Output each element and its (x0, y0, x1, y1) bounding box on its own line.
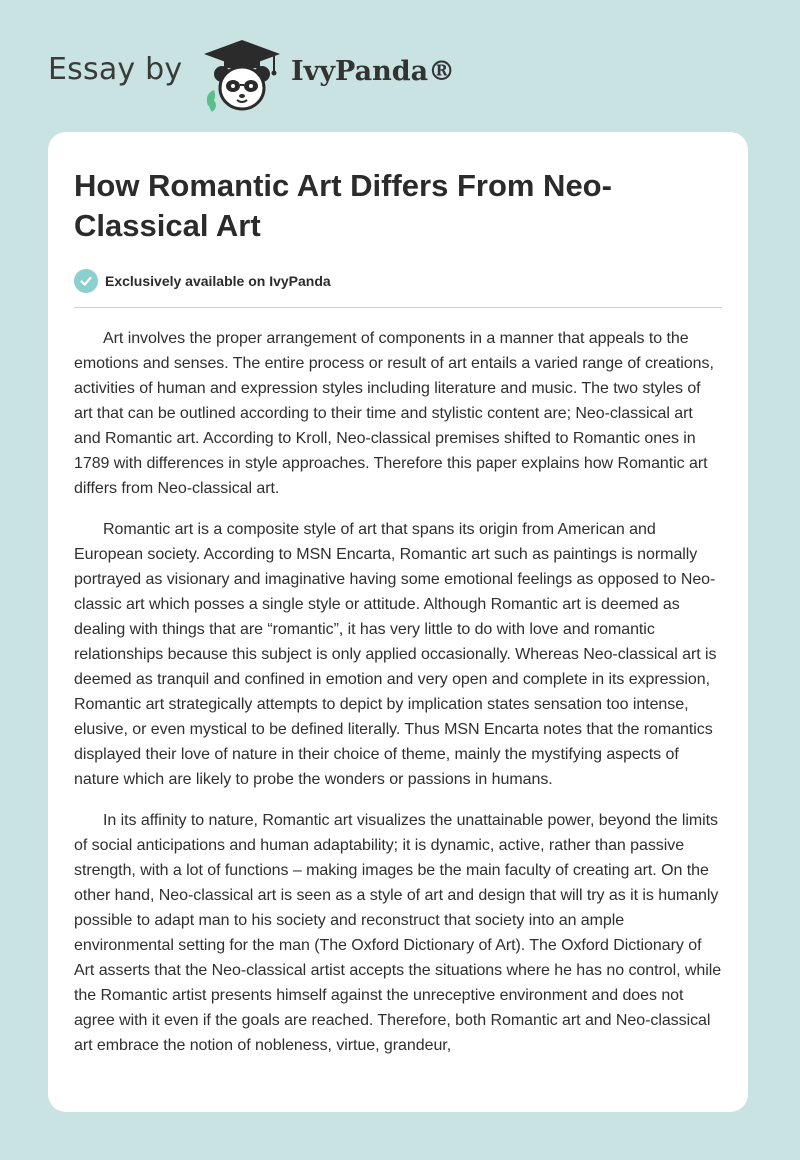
divider (74, 307, 722, 308)
paragraph: Romantic art is a composite style of art that spans its origin from American and European society. According to MSN Encarta, Romantic art such as paintings is normally portrayed as visionary and imaginative having some emotional feelings as opposed to Neo-classic art which posses a single style or attitude. Although Romantic art is deemed as dealing with things that are “romantic”, it has very little to do with love and romantic relationships because this subject is only applied occasionally. Whereas Neo-classical art is deemed as tranquil and confined in emotion and very open and complete in its expression, Romantic art strategically attempts to depict by implication states sensation too intense, elusive, or even mystical to be defined literally. Thus MSN Encarta notes that the romantics displayed their love of nature in their choice of theme, mainly the mystifying aspects of nature which are likely to probe the wonders or passions in humans. (74, 521, 717, 788)
brand-name[interactable]: IvyPanda® (291, 56, 456, 87)
paragraph: In its affinity to nature, Romantic art visualizes the unattainable power, beyond the limits of social anticipations and human adaptability; it is dynamic, active, rather than passive strength, with a lot of functions – making images be the main faculty of creating art. On the other hand, Neo-classical art is seen as a style of art and design that will try as it is humanly possible to adapt man to his society and reconstruct that society into an ample environmental setting for the man (The Oxford Dictionary of Art). The Oxford Dictionary of Art asserts that the Neo-classical artist accepts the situations where he has no control, while the Romantic artist presents himself against the unreceptive environment and does not agree with it even if the goals are reached. Therefore, both Romantic art and Neo-classical art embrace the notion of nobleness, virtue, grandeur, (74, 812, 722, 1054)
essay-by-label: Essay by (48, 52, 183, 87)
paragraph: Art involves the proper arrangement of components in a manner that appeals to the emotions and senses. The entire process or result of art entails a varied range of creations, activities of human and expression styles including literature and music. The two styles of art that can be outlined according to their time and stylistic content are; Neo-classical art and Romantic art. According to Kroll, Neo-classical premises shifted to Romantic ones in 1789 with differences in style approaches. Therefore this paper explains how Romantic art differs from Neo-classical art. (74, 330, 714, 497)
essay-card (48, 132, 748, 1112)
exclusive-badge (74, 268, 722, 294)
badge-label: Exclusively available on IvyPanda (105, 273, 331, 289)
panda-graduate-icon[interactable] (202, 36, 282, 114)
page-title: How Romantic Art Differs From Neo-Classical Art (74, 168, 612, 243)
checkmark-icon (74, 269, 98, 293)
site-header (48, 30, 548, 110)
essay-body (74, 326, 722, 1058)
